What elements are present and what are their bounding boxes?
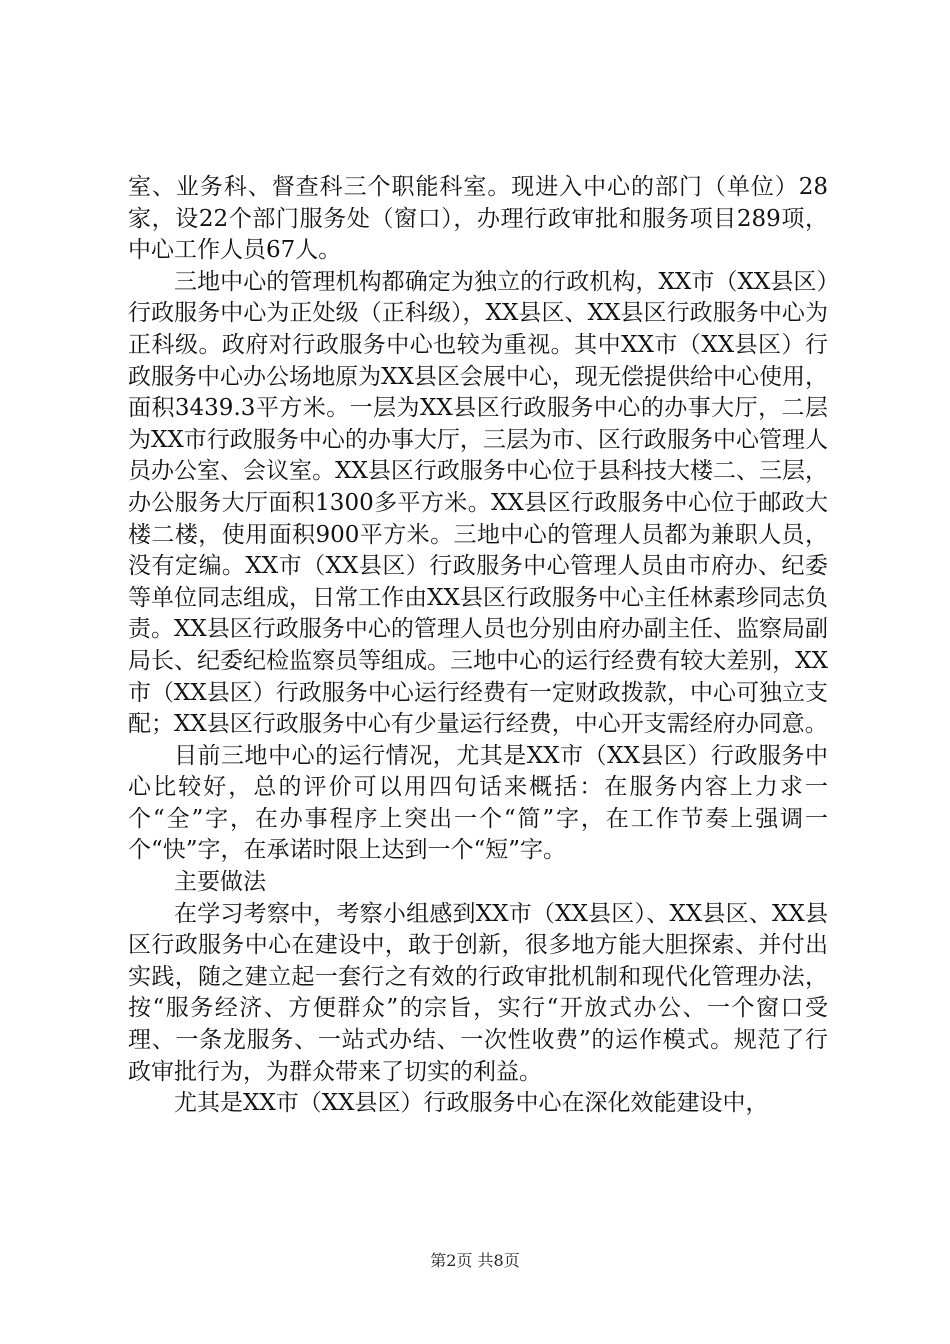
paragraph-management: 三地中心的管理机构都确定为独立的行政机构，XX市（XX县区）行政服务中心为正处级（正科级），XX县区、XX县区行政服务中心为正科级。政府对行政服务中心也较为重视。其中XX市（XX县区）行政服务中心办公场地原为XX县区会展中心，现无偿提供给中心使用，面积3439.3平方米。一层为XX县区行政服务中心的办事大厅，二层为XX市行政服务中心的办事大厅，三层为市、区行政服务中心管理人员办公室、会议室。XX县区行政服务中心位于县科技大楼二、三层，办公服务大厅面积1300多平方米。XX县区行政服务中心位于邮政大楼二楼，使用面积900平方米。三地中心的管理人员都为兼职人员，没有定编。XX市（XX县区）行政服务中心管理人员由市府办、纪委等单位同志组成，日常工作由XX县区行政服务中心主任林素珍同志负责。XX县区行政服务中心的管理人员也分别由府办副主任、监察局副局长、纪委纪检监察员等组成。三地中心的运行经费有较大差别，XX市（XX县区）行政服务中心运行经费有一定财政拨款，中心可独立支配；XX县区行政服务中心有少量运行经费，中心开支需经府办同意。 xyxy=(128,268,828,738)
paragraph-practices: 在学习考察中，考察小组感到XX市（XX县区）、XX县区、XX县区行政服务中心在建设中，敢于创新，很多地方能大胆探索、并付出实践，随之建立起一套行之有效的行政审批机制和现代化管理办法，按“服务经济、方便群众”的宗旨，实行“开放式办公、一个窗口受理、一条龙服务、一站式办结、一次性收费”的运作模式。规范了行政审批行为，为群众带来了切实的利益。 xyxy=(128,900,828,1085)
section-heading: 主要做法 xyxy=(174,869,266,896)
page-number: 第2页 共8页 xyxy=(430,1251,520,1270)
document-body xyxy=(128,172,828,1120)
paragraph-efficiency: 尤其是XX市（XX县区）行政服务中心在深化效能建设中， xyxy=(174,1090,769,1117)
paragraph-evaluation: 目前三地中心的运行情况，尤其是XX市（XX县区）行政服务中心比较好，总的评价可以用四句话来概括：在服务内容上力求一个“全”字，在办事程序上突出一个“简”字，在工作节奏上强调一个“快”字，在承诺时限上达到一个“短”字。 xyxy=(128,742,828,864)
paragraph-continuation: 室、业务科、督查科三个职能科室。现进入中心的部门（单位）28家，设22个部门服务处（窗口），办理行政审批和服务项目289项，中心工作人员67人。 xyxy=(128,174,828,264)
